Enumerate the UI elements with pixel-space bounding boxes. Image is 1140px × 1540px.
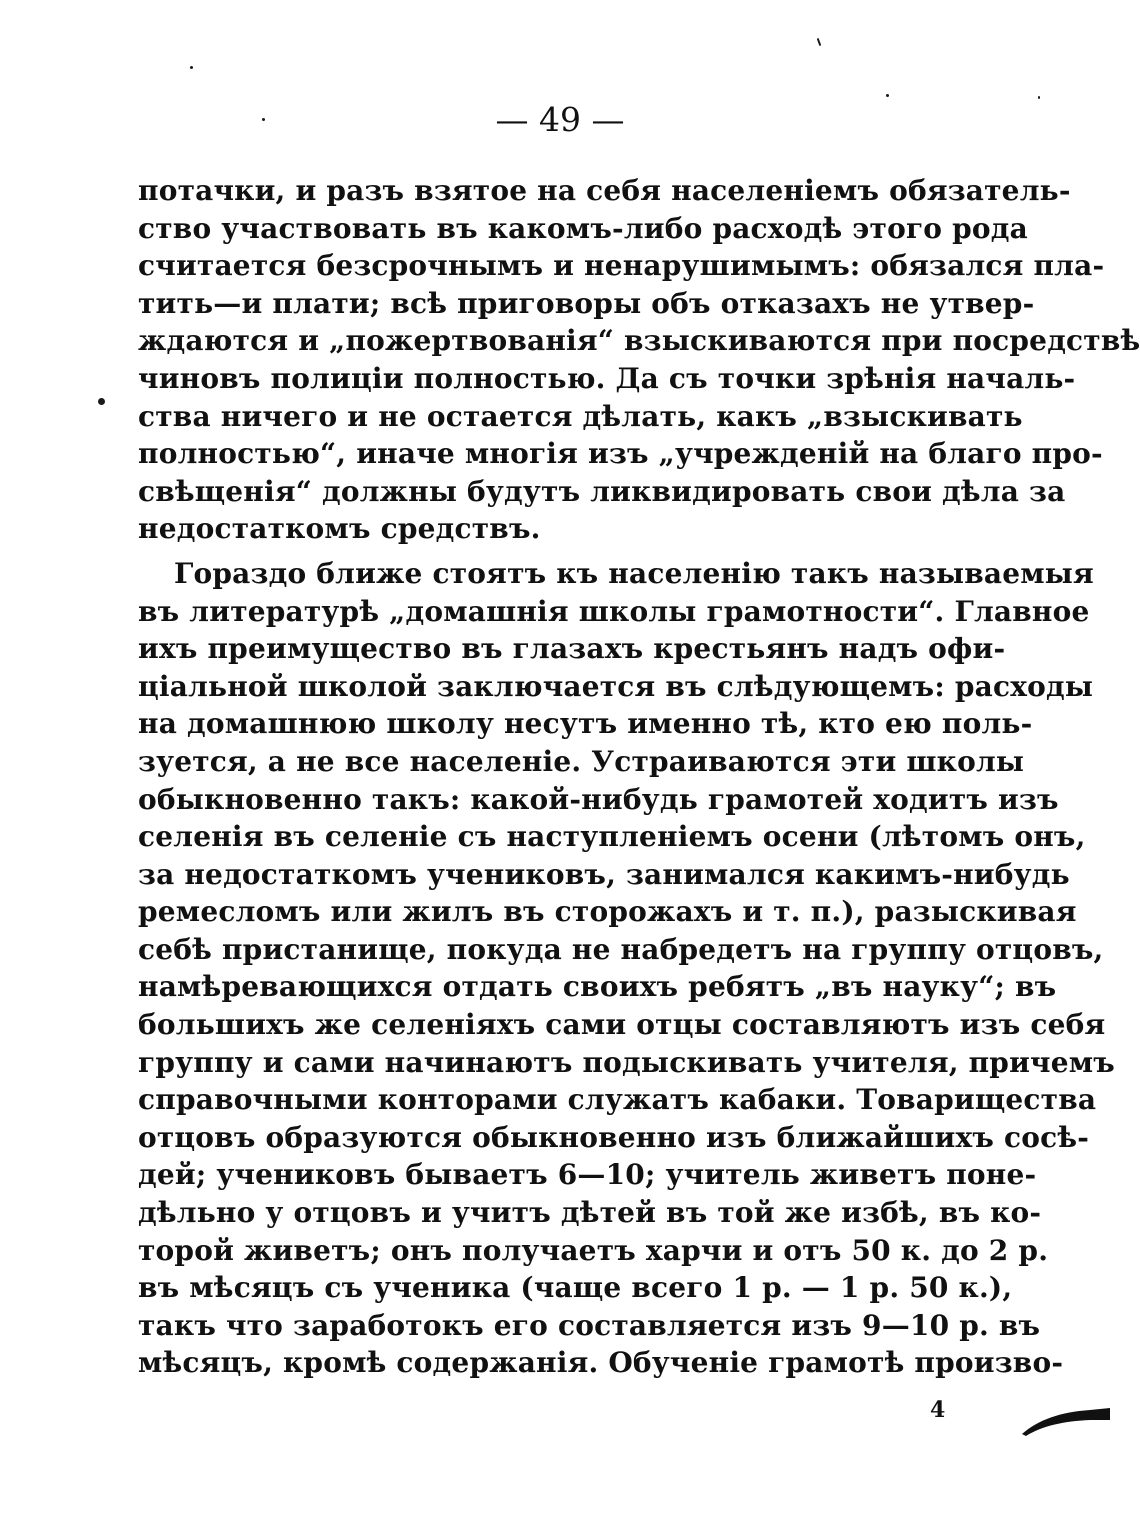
page-number: — 49 — bbox=[495, 100, 625, 139]
text-line: ство участвовать въ какомъ-либо расходѣ этого рода bbox=[138, 211, 1028, 245]
text-line: свѣщенія“ должны будутъ ликвидировать свои дѣла за bbox=[138, 474, 1066, 508]
printer-signature-mark: 4 bbox=[930, 1397, 946, 1423]
text-line: селенія въ селеніе съ наступленіемъ осени (лѣтомъ онъ, bbox=[138, 820, 1086, 854]
text-line: полностью“, иначе многія изъ „учрежденій на благо про- bbox=[138, 437, 1103, 471]
text-line: ства ничего и не остается дѣлать, какъ „взыскивать bbox=[138, 399, 1023, 433]
text-line: такъ что заработокъ его составляется изъ 9—10 р. въ bbox=[138, 1308, 1041, 1342]
paragraph-2 bbox=[138, 555, 1115, 1382]
text-line: въ мѣсяцъ съ ученика (чаще всего 1 р. — 1 р. 50 к.), bbox=[138, 1271, 1013, 1305]
text-line: дей; учениковъ бываетъ 6—10; учитель живетъ поне- bbox=[138, 1158, 1037, 1192]
text-line: зуется, а не все населеніе. Устраиваются эти школы bbox=[138, 744, 1025, 778]
text-line: намѣревающихся отдать своихъ ребятъ „въ науку“; въ bbox=[138, 970, 1057, 1004]
text-line: группу и сами начинаютъ подыскивать учителя, причемъ bbox=[138, 1045, 1115, 1079]
text-line: мѣсяцъ, кромѣ содержанія. Обученіе грамотѣ произво- bbox=[138, 1346, 1064, 1380]
text-line: торой живетъ; онъ получаетъ харчи и отъ 50 к. до 2 р. bbox=[138, 1233, 1049, 1267]
text-line: большихъ же селеніяхъ сами отцы составляютъ изъ себя bbox=[138, 1008, 1106, 1042]
scan-speck bbox=[190, 66, 193, 69]
text-line: справочными конторами служатъ кабаки. Товарищества bbox=[138, 1083, 1097, 1117]
text-line: считается безсрочнымъ и ненарушимымъ: обязался пла- bbox=[138, 249, 1105, 283]
text-line: ждаются и „пожертвованія“ взыскиваются при посредствѣ bbox=[138, 324, 1140, 358]
text-line: ремесломъ или жилъ въ сторожахъ и т. п.), разыскивая bbox=[138, 895, 1077, 929]
scan-speck bbox=[262, 118, 265, 121]
scan-speck bbox=[1038, 96, 1040, 99]
text-line: тить—и плати; всѣ приговоры объ отказахъ не утвер- bbox=[138, 286, 1035, 320]
scan-edge-mark bbox=[1020, 1398, 1112, 1438]
body-text bbox=[138, 172, 1140, 1382]
scan-speck bbox=[98, 398, 105, 405]
text-line: въ литературѣ „домашнія школы грамотности“. Главное bbox=[138, 594, 1090, 628]
text-line: на домашнюю школу несутъ именно тѣ, кто ею поль- bbox=[138, 707, 1033, 741]
text-line: ціальной школой заключается въ слѣдующемъ: расходы bbox=[138, 669, 1094, 703]
text-line: себѣ пристанище, покуда не набредетъ на группу отцовъ, bbox=[138, 932, 1104, 966]
text-line: Гораздо ближе стоятъ къ населенію такъ называемыя bbox=[174, 556, 1094, 590]
text-line: чиновъ полиціи полностью. Да съ точки зрѣнія началь- bbox=[138, 361, 1076, 395]
text-line: отцовъ образуются обыкновенно изъ ближайшихъ сосѣ- bbox=[138, 1120, 1090, 1154]
paragraph-1 bbox=[138, 172, 1140, 548]
scan-speck bbox=[886, 94, 889, 97]
text-line: ихъ преимущество въ глазахъ крестьянъ надъ офи- bbox=[138, 632, 1006, 666]
text-line: обыкновенно такъ: какой-нибудь грамотей ходитъ изъ bbox=[138, 782, 1059, 816]
text-line: за недостаткомъ учениковъ, занимался какимъ-нибудь bbox=[138, 857, 1070, 891]
text-line: потачки, и разъ взятое на себя населеніемъ обязатель- bbox=[138, 174, 1071, 207]
text-line: недостаткомъ средствъ. bbox=[138, 512, 541, 546]
scan-speck bbox=[817, 38, 822, 46]
text-line: дѣльно у отцовъ и учитъ дѣтей въ той же избѣ, въ ко- bbox=[138, 1196, 1042, 1230]
